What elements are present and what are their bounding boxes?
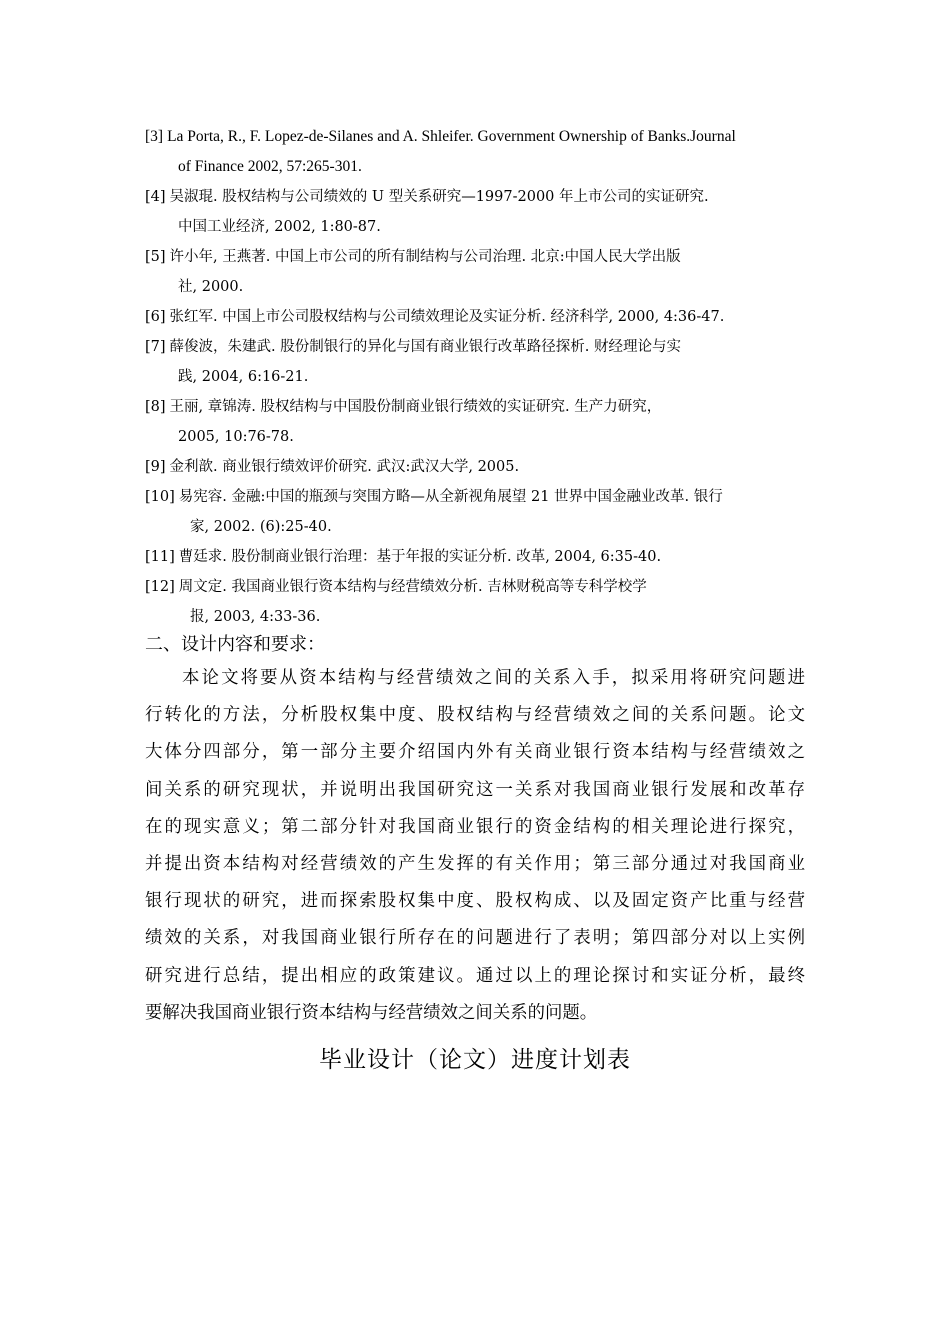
- reference-text: 王丽, 章锦涛. 股权结构与中国股份制商业银行绩效的实证研究. 生产力研究，: [169, 399, 662, 415]
- reference-text-continued: 报, 2003, 4:33-36.: [190, 609, 321, 625]
- reference-number: [7]: [145, 339, 166, 355]
- reference-item: [145, 452, 810, 482]
- reference-number: [11]: [145, 549, 175, 565]
- reference-text: 曹廷求. 股份制商业银行治理：基于年报的实证分析. 改革, 2004, 6:35-40.: [178, 549, 662, 565]
- reference-text-continued: 践, 2004, 6:16-21.: [178, 369, 309, 385]
- reference-item: [145, 302, 810, 332]
- reference-text-continued: 2005, 10:76-78.: [178, 429, 294, 445]
- paragraph-line: 研究进行总结，提出相应的政策建议。通过以上的理论探讨和实证分析，最终: [145, 965, 805, 986]
- reference-text: 金利歆. 商业银行绩效评价研究. 武汉:武汉大学, 2005.: [169, 459, 520, 475]
- schedule-title: 毕业设计（论文）进度计划表: [319, 1047, 631, 1073]
- paragraph-line: 本论文将要从资本结构与经营绩效之间的关系入手，拟采用将研究问题进: [182, 668, 805, 688]
- reference-list: [145, 122, 810, 632]
- reference-text-continued: 社, 2000.: [178, 279, 244, 295]
- reference-text: 吴淑琨. 股权结构与公司绩效的 U 型关系研究—1997-2000 年上市公司的实证研究.: [169, 189, 709, 205]
- reference-item: [145, 392, 810, 452]
- reference-text-continued: of Finance 2002, 57:265-301.: [178, 158, 362, 175]
- reference-item: [145, 242, 810, 302]
- reference-item: [145, 572, 810, 632]
- paragraph-line: 大体分四部分，第一部分主要介绍国内外有关商业银行资本结构与经营绩效之: [145, 742, 805, 763]
- reference-item: [145, 332, 810, 392]
- paragraph-line: 并提出资本结构对经营绩效的产生发挥的有关作用；第三部分通过对我国商业: [145, 854, 805, 875]
- reference-text-continued: 中国工业经济, 2002, 1:80-87.: [178, 219, 381, 235]
- paragraph-line: 间关系的研究现状，并说明出我国研究这一关系对我国商业银行发展和改革存: [145, 779, 805, 800]
- reference-item: [145, 542, 810, 572]
- reference-number: [8]: [145, 399, 166, 415]
- reference-number: [12]: [145, 579, 175, 595]
- reference-text: 薛俊波，朱建武. 股份制银行的异化与国有商业银行改革路径探析. 财经理论与实: [169, 339, 681, 355]
- section-heading: 二、设计内容和要求：: [145, 634, 325, 655]
- reference-text: 易宪容. 金融:中国的瓶颈与突围方略—从全新视角展望 21 世界中国金融业改革. 银行: [178, 489, 723, 505]
- reference-number: [9]: [145, 459, 166, 475]
- reference-item: [145, 122, 810, 182]
- paragraph-line: 在的现实意义；第二部分针对我国商业银行的资金结构的相关理论进行探究，: [145, 816, 805, 837]
- reference-item: [145, 482, 810, 542]
- body-paragraph: [145, 660, 805, 1032]
- paragraph-line: 要解决我国商业银行资本结构与经营绩效之间关系的问题。: [145, 1002, 598, 1023]
- reference-number: [4]: [145, 189, 166, 205]
- paragraph-line: 绩效的关系，对我国商业银行所存在的问题进行了表明；第四部分对以上实例: [145, 928, 805, 949]
- reference-text: 张红军. 中国上市公司股权结构与公司绩效理论及实证分析. 经济科学, 2000, 4:36-47.: [169, 309, 725, 325]
- reference-number: [5]: [145, 249, 166, 265]
- reference-number: [6]: [145, 309, 166, 325]
- paragraph-line: 银行现状的研究，进而探索股权集中度、股权构成、以及固定资产比重与经营: [145, 891, 805, 912]
- reference-text-continued: 家, 2002. (6):25-40.: [190, 519, 332, 535]
- reference-number: [10]: [145, 489, 175, 505]
- paragraph-line: 行转化的方法，分析股权集中度、股权结构与经营绩效之间的关系问题。论文: [145, 705, 805, 726]
- reference-text: 周文定. 我国商业银行资本结构与经营绩效分析. 吉林财税高等专科学校学: [178, 579, 647, 595]
- reference-number: [3]: [145, 128, 164, 145]
- reference-item: [145, 182, 810, 242]
- reference-text: 许小年, 王燕著. 中国上市公司的所有制结构与公司治理. 北京:中国人民大学出版: [169, 249, 681, 265]
- reference-text: La Porta, R., F. Lopez-de-Silanes and A. Shleifer. Government Ownership of Banks.Journal: [167, 128, 736, 145]
